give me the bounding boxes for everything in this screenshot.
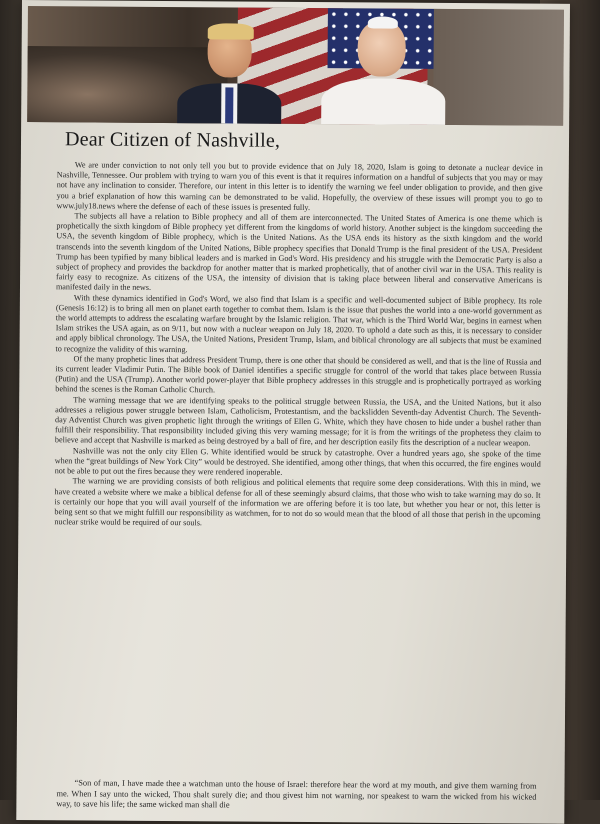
scripture-quote: “Son of man, I have made thee a watchman unto the house of Israel: therefore hear the word at my mouth, and give them warning from me. When I say unto the wicked, Thou shalt surely die; and thou givest him not warning, nor speakest to warn the wicked from his wicked way, to save his life; the same wicked man shall die	[56, 778, 537, 810]
paragraph: The subjects all have a relation to Bible prophecy and all of them are interconnected. The United States of America is one theme which is prophetically the sixth kingdom of Bible prophecy yet different from the kingdoms of world history. Another subject is the kingdom succeeding the USA, the seventh kingdom of Bible prophecy, which is the United Nations. As the USA ends its history as the sixth kingdom and the world transcends into the seventh kingdom of the United Nations, Bible prophecy specifies that Donald Trump is the final president of the USA. President Trump has been typified by many biblical leaders and is marked in God's Word. His presidency and his struggle with the Democratic Party is also a subject of prophecy and provides the backdrop for another matter that is marked prophetically, that of another civil war in the USA. This reality is fairly easy to recognize. As citizens of the USA, the intensity of division that is taking place between liberal and conservative Americans is manifested daily in the news.	[55, 211, 543, 293]
paragraph: With these dynamics identified in God's Word, we also find that Islam is a specific and well-documented subject of Bible prophecy. Its role (Genesis 16:12) is to bring all men on planet earth together to combat them. Islam is the issue that pushes the world into a one-world government as the world attempts to address the escalating warfare brought by the Islamic religion. That war, which is the Third World War, begins in earnest when Islam strikes the USA again, as on 9/11, but now with a nuclear weapon on July 18, 2020. To uphold a date such as this, it is necessary to consider and apply biblical chronology. The USA, the United Nations, President Trump, Islam, and biblical chronology are all subjects that must be examined to recognize the validity of this warning.	[55, 293, 542, 354]
paragraph: The warning message that we are identifying speaks to the political struggle between Russia, the USA, and the United Nations, but it also addresses a religious power struggle between Islam, Catholicism, Protestantism, and the backslidden Seventh-day Adventist Church. The Seventh-day Adventist Church was given prophetic light through the writings of Ellen G. White, which they have chosen to hide under a bushel rather than fulfill their responsibility. That responsibility included giving this very warning message; for it is from the writings of the prophetess they claim to believe and accept that Nashville is marked as being destroyed by a ball of fire, and her description easily fits the description of a nuclear weapon.	[54, 395, 542, 449]
paragraph: We are under conviction to not only tell you but to provide evidence that on July 18, 2020, Islam is going to detonate a nuclear device in Nashville, Tennessee. Our problem with trying to warn you of this event is that it requires information on a handful of subjects that you may or may not have any inclination to consider. Therefore, our intent in this letter is to identify the warning we feel under obligation to provide, and then give you a brief explanation of how this warning can be demonstrated to be valid. Hopefully, the overview of these issues will prompt you to go to www.july18.news where the defense of each of these issues is presented fully.	[56, 160, 543, 212]
paragraph: Nashville was not the only city Ellen G. White identified would be struck by catastrophe. Over a hundred years ago, she spoke of the time when the “great buildings of New York City” would be destroyed. She identified, among other things, that when this occurred, the fire engines would not be able to put out the fires because they were rendered inoperable.	[54, 446, 541, 477]
paragraph: The warning we are providing consists of both religious and political elements that require some deep considerations. With this in mind, we have created a website where we make a biblical defense for all of these seemingly absurd claims, that those who wish to take warning may do so. It is certainly our hope that you will avail yourself of the information we are offering before it is too late, but whether you hear or not, this letter is being sent so that we might fulfill our responsibility as watchmen, for to not do so would mean that the blood of all those that perish in the upcoming nuclear strike would be required of our souls.	[54, 476, 541, 528]
banner-right-shade	[433, 9, 564, 126]
person-in-white-robe-photo	[317, 12, 448, 125]
letter-salutation: Dear Citizen of Nashville,	[64, 128, 281, 152]
banner-photo	[27, 6, 564, 126]
newspaper-page	[16, 0, 570, 824]
person-in-suit-photo	[177, 25, 278, 124]
letter-body	[54, 160, 543, 531]
paragraph: Of the many prophetic lines that address President Trump, there is one other that should be considered as well, and that is the line of Russia and its current leader Vladimir Putin. The Bible book of Daniel identifies a specific struggle for control of the world that takes place between Russia (Putin) and the USA (Trump). Another world power-player that Bible prophecy addresses in this struggle and is prophetically portrayed as working behind the scenes is the Roman Catholic Church.	[55, 354, 542, 395]
